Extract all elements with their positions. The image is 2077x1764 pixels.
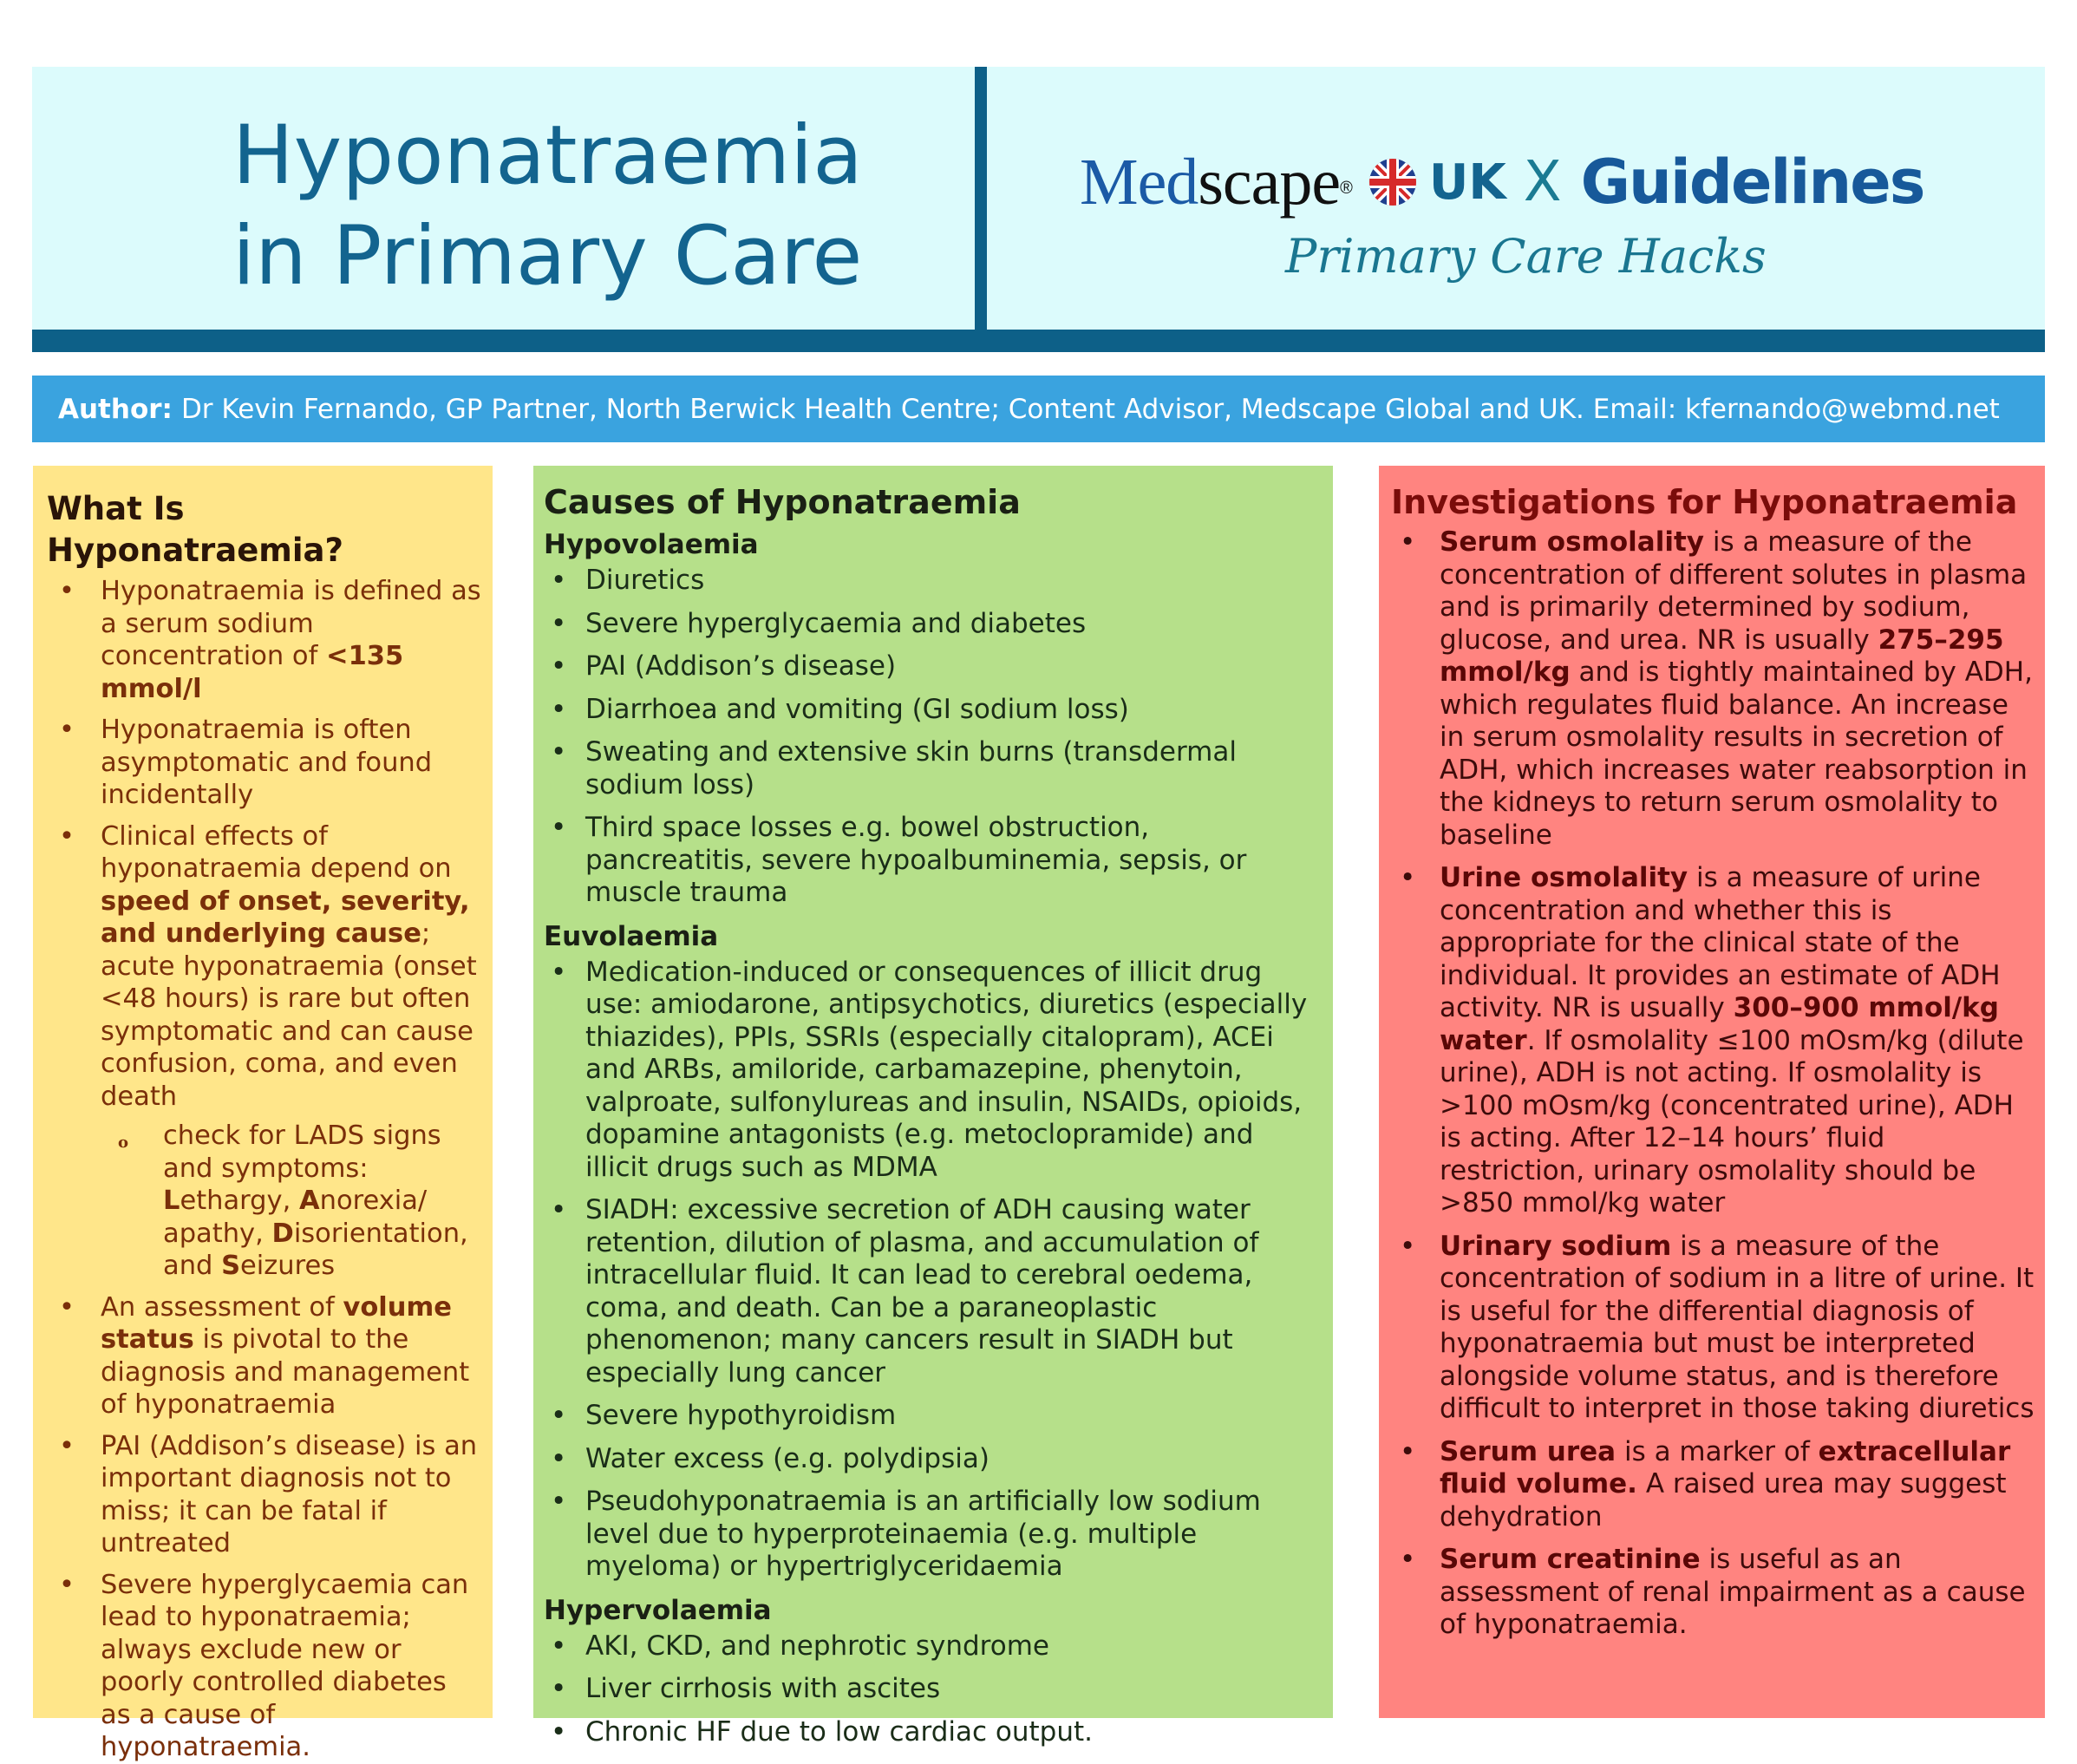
header-underline-bar [32,330,2045,352]
item-text: check for LADS signs and symptoms: [163,1120,441,1184]
causes-heading: Causes of Hyponatraemia [544,483,1021,521]
guidelines-logo: Guidelines [1580,147,1924,218]
lads-letter: A [299,1186,320,1216]
lads-letter: L [163,1186,180,1216]
brand-logos [1080,139,1924,225]
investigations-heading: Investigations for Hyponatraemia [1391,483,2018,521]
tagline: Primary Care Hacks [1285,229,1767,284]
item-text: is pivotal to the diagnosis and management of hyponatraemia [101,1324,470,1420]
list-item: • Severe hypothyroidism [544,1400,1319,1433]
item-text: Clinical effects of hyponatraemia depend on [101,820,452,884]
trademark-symbol: ® [1340,178,1353,198]
item-bold: speed of onset, severity, and underlying cause [101,885,470,949]
item-bold: 300–900 mmol/kg water [1440,992,1999,1056]
page-title [232,106,863,307]
medscape-logo-med: Med [1080,145,1199,219]
item-bold: 275–295 mmol/kg [1440,624,2004,688]
item-bold: volume status [101,1291,452,1355]
item-text: Hyponatraemia is often asymptomatic and found incidentally [101,715,433,810]
hypovolaemia-heading: Hypovolaemia [544,529,759,560]
item-text: Hyponatraemia is defined as a serum sodium concentration of [101,576,481,671]
hypovolaemia-list [544,565,1319,910]
item-text: is a measure of the concentration of sodium in a litre of urine. It is useful for the differential diagnosis of hyponatraemia but must be interpreted alongside volume status, and is therefore difficult to interpret in those taking diuretics [1440,1230,2035,1424]
item-text: norexia/ apathy, [163,1186,428,1249]
item-text: ; acute hyponatraemia (onset <48 hours) is rare but often symptomatic and can cause confusion, coma, and even death [101,918,477,1112]
medscape-logo-scape: scape [1198,145,1341,219]
uk-label: UK [1428,154,1506,211]
sub-list-item [47,1120,482,1283]
list-item: • Chronic HF due to low cardiac output. [544,1716,1319,1749]
item-bold: <135 mmol/l [101,641,404,704]
item-text: is a measure of urine concentration and whether this is appropriate for the clinical state of the individual. It provides an estimate of ADH activity. NR is usually [1440,862,2001,1023]
list-item: • Severe hyperglycaemia and diabetes [544,608,1319,641]
item-text: ethargy, [180,1186,299,1216]
item-text: is useful as an assessment of renal impairment as a cause of hyponatraemia. [1440,1544,2026,1640]
list-item: • Diuretics [544,565,1319,598]
item-text: . If osmolality ≤100 mOsm/kg (dilute urine), ADH is not acting. If osmolality is >100 mOsm/kg (concentrated urine), ADH is acting. After 12–14 hours’ fluid restriction, urinary osmolality should be >850 mmol/kg water [1440,1024,2024,1218]
euvolaemia-list [544,957,1319,1584]
author-bar [32,376,2045,442]
hypervolaemia-heading: Hypervolaemia [544,1594,772,1626]
item-text: isorientation, and [163,1218,468,1281]
list-item [1391,1231,2035,1426]
list-item [47,1430,482,1560]
item-text: An assessment of [101,1291,343,1323]
list-item [47,1569,482,1764]
investigations-panel [1379,466,2045,1718]
investigations-list [1391,526,2035,1642]
lads-letter: D [271,1218,294,1249]
list-item [47,1291,482,1421]
author-text: Dr Kevin Fernando, GP Partner, North Berwick Health Centre; Content Advisor, Medscape Global and UK. Email: kfernando@webmd.net [180,393,2000,425]
item-bold: Serum urea [1440,1435,1617,1467]
list-item: • SIADH: excessive secretion of ADH causing water retention, dilution of plasma, and accumulation of intracellular fluid. It can lead to cerebral oedema, coma, and death. Can be a paraneoplastic phenomenon; many cancers result in SIADH but especially lung cancer [544,1194,1319,1389]
what-is-heading: What Is Hyponatraemia? [47,490,343,569]
list-item: • Water excess (e.g. polydipsia) [544,1443,1319,1476]
hypervolaemia-list [544,1630,1319,1749]
item-bold: Urinary sodium [1440,1230,1672,1262]
header-divider [975,67,987,330]
list-item [1391,862,2035,1220]
list-item: • Medication-induced or consequences of illicit drug use: amiodarone, antipsychotics, diuretics (especially thiazides), PPIs, SSRIs (especially citalopram), ACEi and ARBs, amiloride, carbamazepine, phenytoin, valproate, sulfonylureas and insulin, NSAIDs, opioids, dopamine antagonists (e.g. metoclopramide) and illicit drugs such as MDMA [544,957,1319,1185]
item-bold: Serum osmolality [1440,526,1704,558]
list-item [47,714,482,812]
item-text: is a measure of the concentration of different solutes in plasma and is primarily determined by sodium, glucose, and urea. NR is usually [1440,526,2028,656]
list-item [47,575,482,705]
list-item [1391,1436,2035,1534]
item-text: A raised urea may suggest dehydration [1440,1468,2007,1532]
what-is-panel [33,466,493,1762]
causes-panel [533,466,1333,1748]
item-text: and is tightly maintained by ADH, which regulates fluid balance. An increase in serum osmolality results in secretion of ADH, which increases water reabsorption in the kidneys to return serum osmolality to baseline [1440,657,2033,851]
list-item: • Diarrhoea and vomiting (GI sodium loss) [544,694,1319,727]
list-item: • Sweating and extensive skin burns (transdermal sodium loss) [544,736,1319,801]
item-text: PAI (Addison’s disease) is an important diagnosis not to miss; it can be fatal if untreated [101,1430,478,1558]
title-line-2: in Primary Care [232,209,863,304]
item-bold: extracellular fluid volume. [1440,1435,2011,1499]
list-item: • Pseudohyponatraemia is an artificially low sodium level due to hyperproteinaemia (e.g. multiple myeloma) or hypertriglyceridaemia [544,1486,1319,1584]
what-is-list [47,575,482,1764]
title-line-1: Hyponatraemia [232,108,863,203]
list-item: • Liver cirrhosis with ascites [544,1673,1319,1706]
list-item: • AKI, CKD, and nephrotic syndrome [544,1630,1319,1663]
list-item: • PAI (Addison’s disease) [544,650,1319,683]
euvolaemia-heading: Euvolaemia [544,920,719,952]
author-label: Author: [58,393,173,425]
item-text: is a marker of [1616,1435,1819,1467]
list-item [1391,1544,2035,1642]
item-bold: Urine osmolality [1440,862,1688,893]
collab-x-symbol: X [1523,150,1562,214]
list-item [1391,526,2035,852]
list-item: • Third space losses e.g. bowel obstruction, pancreatitis, severe hypoalbuminemia, sepsis, or muscle trauma [544,812,1319,910]
lads-letter: S [221,1251,241,1281]
list-item [47,820,482,1114]
uk-flag-icon [1368,158,1417,206]
item-text: eizures [240,1251,336,1281]
item-text: Severe hyperglycaemia can lead to hyponatraemia; always exclude new or poorly controlled diabetes as a cause of hyponatraemia. [101,1569,469,1762]
item-bold: Serum creatinine [1440,1544,1701,1575]
